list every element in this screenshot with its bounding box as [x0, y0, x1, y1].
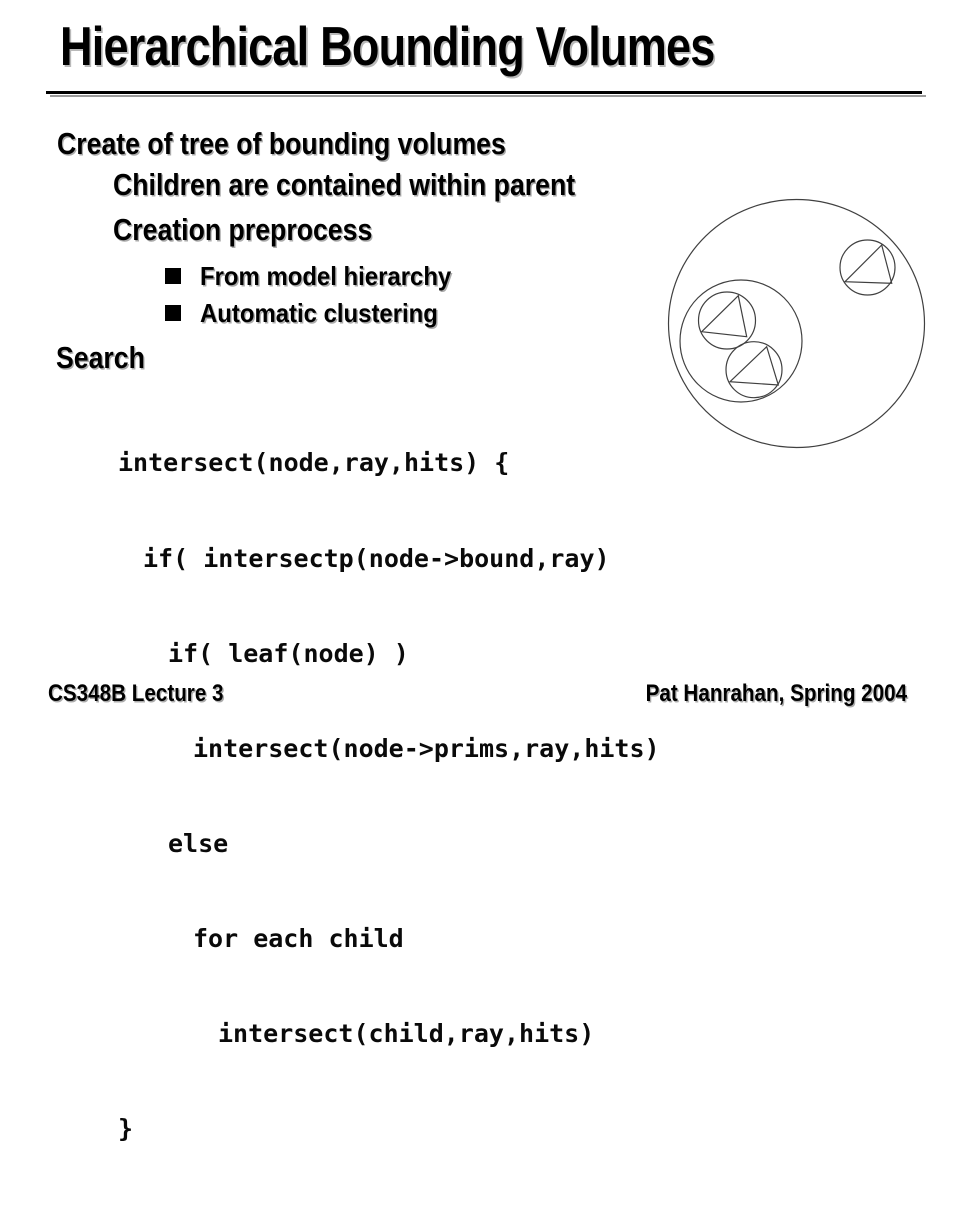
code-line: }	[118, 1114, 134, 1144]
code-line: if( intersectp(node->bound,ray)	[143, 543, 610, 573]
bullet-line-children-text: Children are contained within parent	[113, 167, 576, 202]
bullet-item-automatic-text: Automatic clustering	[200, 298, 438, 328]
bullet-line-search-text: Search	[56, 340, 145, 375]
bullet-item-from-model-hierarchy	[165, 259, 473, 293]
bullet-item-text	[200, 259, 473, 293]
footer-author-text: Pat Hanrahan, Spring 2004	[645, 680, 907, 707]
leaf-triangle-lower	[730, 347, 778, 385]
leaf-triangle-topright	[845, 245, 892, 283]
code-line: else	[168, 828, 229, 858]
title-divider-line	[46, 91, 922, 94]
code-line: intersect(node,ray,hits) {	[118, 448, 510, 478]
page-title: Hierarchical Bounding Volumes	[60, 15, 715, 77]
bullet-line-search	[56, 338, 159, 378]
code-line: for each child	[193, 923, 404, 953]
bullet-line-creation-text: Creation preprocess	[113, 212, 373, 247]
leaf-circle-upper	[699, 292, 756, 349]
bullet-item-text	[200, 296, 459, 330]
bullet-line-create	[57, 124, 579, 164]
outer-bounding-circle	[669, 200, 925, 448]
bounding-volume-hierarchy-diagram	[660, 190, 928, 450]
bullet-line-children	[113, 165, 650, 205]
middle-bounding-circle	[680, 280, 802, 402]
bullet-line-create-text: Create of tree of bounding volumes	[57, 126, 506, 161]
code-line: intersect(node->prims,ray,hits)	[193, 733, 660, 763]
footer-author-label	[603, 679, 907, 709]
code-block-intersect-pseudocode	[118, 384, 660, 1208]
leaf-triangle-upper	[702, 296, 747, 337]
square-bullet-icon	[165, 305, 181, 321]
bullet-item-from-text: From model hierarchy	[200, 261, 452, 291]
square-bullet-icon	[165, 268, 181, 284]
footer-course-label	[48, 679, 252, 709]
code-line: if( leaf(node) )	[168, 638, 409, 668]
footer-course-text: CS348B Lecture 3	[48, 680, 224, 707]
bullet-line-creation	[113, 210, 415, 250]
leaf-circle-topright	[840, 240, 895, 295]
bullet-item-automatic-clustering	[165, 296, 459, 330]
title-divider-shadow	[50, 95, 926, 97]
code-line: intersect(child,ray,hits)	[218, 1019, 595, 1049]
